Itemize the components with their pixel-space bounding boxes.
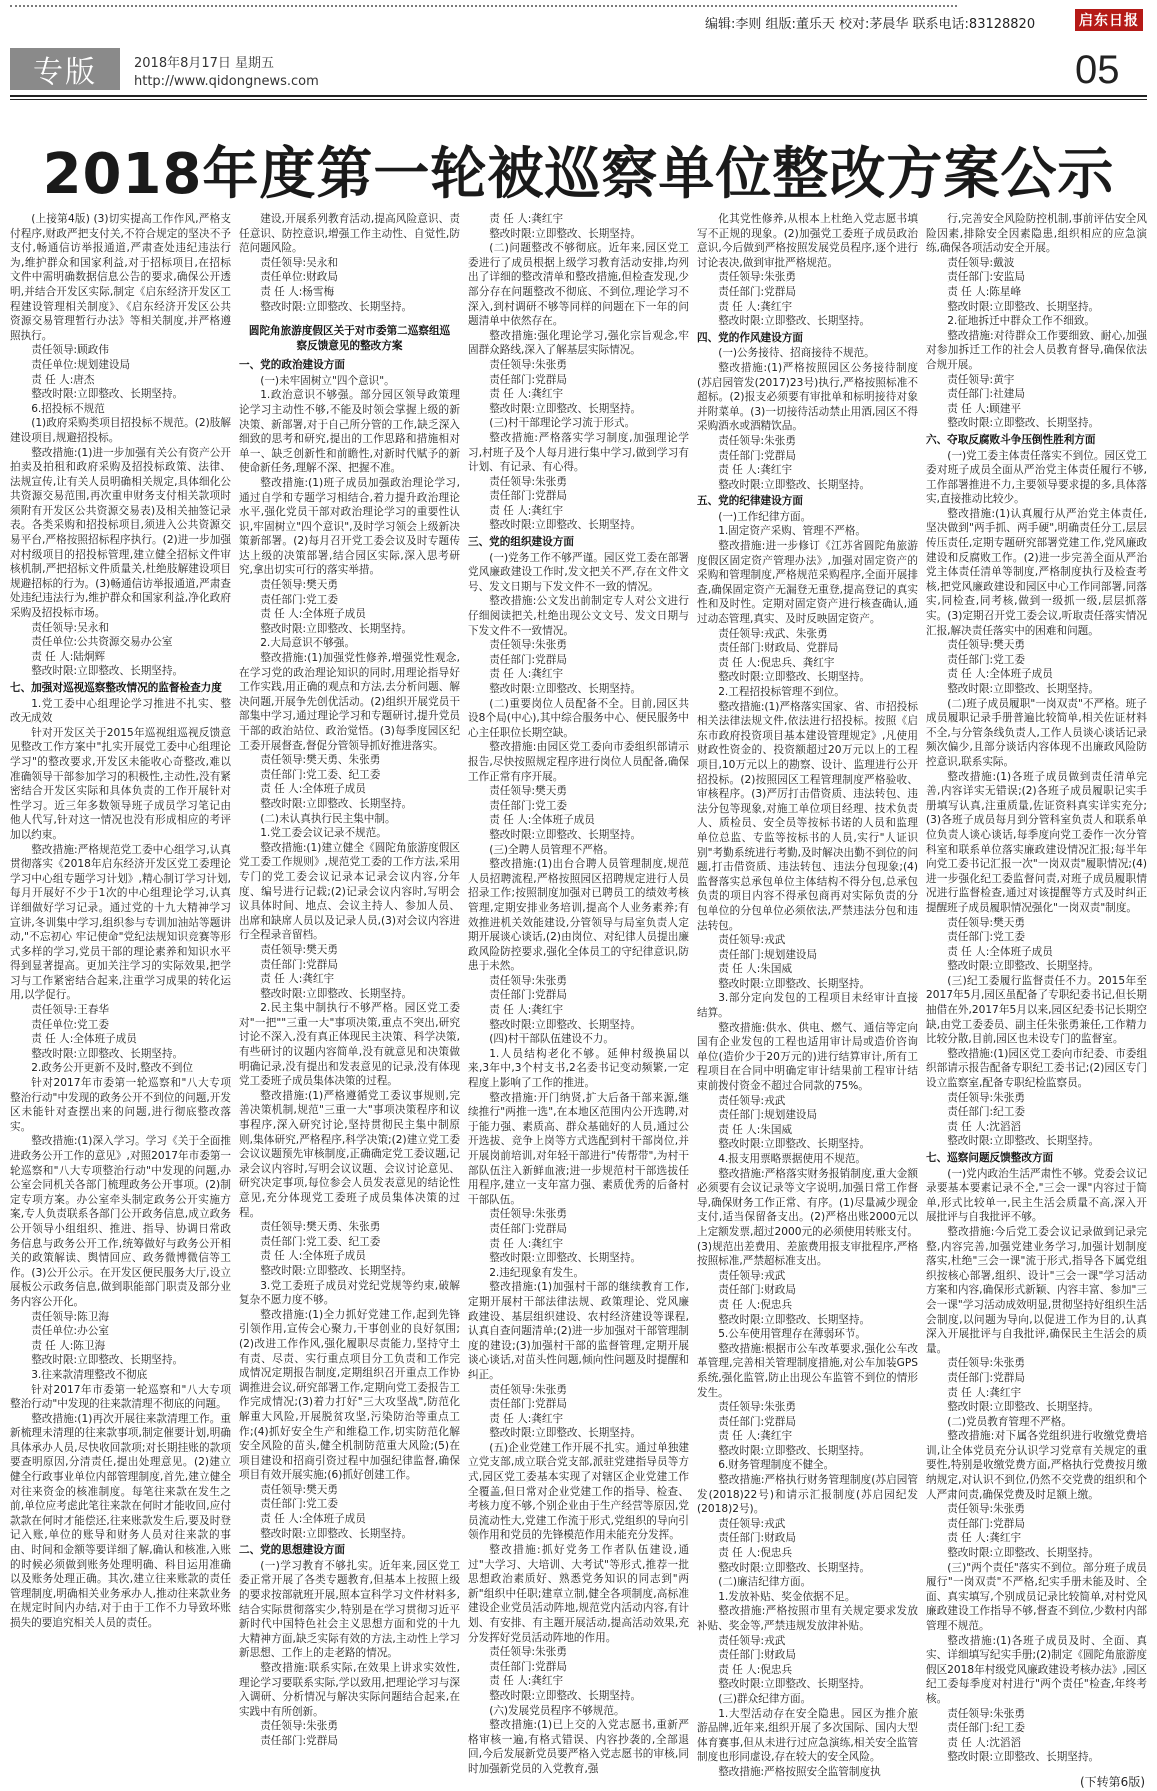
paragraph: 责任领导:顾政伟 bbox=[31, 344, 109, 357]
paragraph: 整改时限:立即整改、长期坚持。 bbox=[489, 1252, 642, 1265]
paragraph: 责任领导:朱张勇 bbox=[718, 1401, 796, 1414]
paragraph: 责任领导:朱张勇 bbox=[718, 271, 796, 284]
paragraph: 整改措施:(1)园区党工委向市纪委、市委组织部请示报告配备专职纪工委书记;(2)园区专门设立监察室,配备专职纪检监察员。 bbox=[926, 1047, 1147, 1090]
paragraph: 责 任 人:陈卫海 bbox=[31, 1339, 106, 1352]
paragraph: 责任单位:党工委 bbox=[31, 1018, 109, 1031]
paragraph: 建设,开展系列教育活动,提高风险意识、责任意识、防控意识,增强工作主动性、自觉性,防范问题风险。 bbox=[239, 213, 460, 255]
paragraph: (二)班子成员履职"一岗双责"不严格。班子成员履职记录手册普遍比较简单,相关佐证材料不全,与分管条线负责人,工作人员谈心谈话记录频次偏少,且部分谈话内容体现不出廉政风险防控意识,联系实际。 bbox=[926, 697, 1147, 768]
paragraph: 责任部门:党群局 bbox=[718, 1415, 796, 1428]
paragraph: 整改措施:严格按照安全监管制度执 bbox=[718, 1765, 881, 1778]
paragraph: 责任部门:安监局 bbox=[947, 271, 1025, 284]
paragraph: 6.招投标不规范 bbox=[31, 402, 105, 415]
paragraph: 责任领导:戴波 bbox=[947, 256, 1015, 269]
paragraph: 整改措施:(1)深入学习。学习《关于全面推进政务公开工作的意见》,对照2017年市委第一轮巡察和"八大专项整治行动"中发现的问题,办公室会同机关各部门梳理政务公开事项。(2)制定专项方案。办公室牵头制定政务公开实施方案,专人负责联系各部门公开政务信息,成立政务公开领导小组组织、推进、指导、协调日常政务信息与政务公开工作,统筹做好与政务公开相关的政策解读、舆情回应、政务微博微信等工作。(3)公开公示。在开发区便民服务大厅,设立展板公示政务信息,做到职能部门职责及部分业务内容公开化。 bbox=[10, 1135, 232, 1308]
paragraph: 责任领导:朱张勇 bbox=[718, 434, 796, 447]
paragraph: 整改时限:立即整改、长期坚持。 bbox=[31, 388, 184, 401]
paragraph: 整改时限:立即整改、长期坚持。 bbox=[947, 300, 1100, 313]
paragraph: (一)学习教育不够扎实。近年来,园区党工委正常开展了各类专题教育,但基本上按照上级的要求按部就班开展,照本宣科学习文件材料多,结合实际贯彻落实少,特别是在学习贯彻习近平新时代中国特色社会主义思想方面和党的十九大精神方面,缺乏实际有效的方法,主动性上学习新思想、工作上的走老路的情况。 bbox=[239, 1559, 460, 1660]
paragraph: 整改措施:(1)进一步加强有关公有资产公开拍卖及拍租和政府采购及招投标政策、法律、法规宣传,让有关人员明确相关规定,具体细化公共资源交易范围,再次重申财务支付相关款项时须附有开发区公共资源交易表)及相关抽签记录表。各类采购和招投标项目,须进入公共资源交易平台,严格按照招标程序执行。(2)进一步加强对村级项目的招投标管理,建立健全招标文件审核机制,严把招标文件质量关,杜绝肢解建设项目规避招标的行为。(3)畅通信访举报通道,严肃查处违纪违法行为,维护群众和国家利益,净化政府采购及招投标市场。 bbox=[10, 446, 231, 620]
paragraph: 6.财务管理制度不健全。 bbox=[718, 1459, 835, 1472]
paragraph: 责任部门:社建局 bbox=[947, 388, 1025, 401]
paragraph: (二)廉洁纪律方面。 bbox=[718, 1576, 812, 1589]
paragraph: 责任领导:陈卫海 bbox=[31, 1310, 109, 1323]
paragraph: 整改措施:严格落实财务报销制度,重大金额必须要有会议记录等文字说明,加强日常工作督导,确保财务工作正常、有序。(1)尽量减少现金支付,适当保留备支出。(2)严格出账2000元以上定额发票,超过2000元的必须使用转账支付。(3)规范出差费用、差旅费用报支审批程序,严格按照标准,严禁超标准支出。 bbox=[697, 1167, 919, 1268]
paragraph: 整改时限:立即整改、长期坚持。 bbox=[489, 519, 642, 532]
paragraph: 责 任 人:倪忠兵、龚红宇 bbox=[718, 656, 835, 669]
paragraph: (五)企业党建工作开展不扎实。通过单独建立党支部,成立联合党支部,派驻党建指导员等方式,园区党工委基本实现了对辖区企业党建工作全覆盖,但日常对企业党建工作的指导、检查、考核力度不够,个别企业由于生产经营等原因,党员流动性大,党建工作流于形式,党组织的导向引领作用和党员的先锋模范作用未能充分发挥。 bbox=[468, 1441, 689, 1542]
paragraph: 责任部门:党群局 bbox=[718, 285, 796, 298]
paragraph: 责任领导:樊天勇、朱张勇 bbox=[260, 1221, 381, 1234]
paragraph: 责任部门:党群局 bbox=[489, 1660, 567, 1673]
paragraph: 责任领导:戎武 bbox=[718, 1517, 786, 1530]
paragraph: 整改措施:(1)严格落实国家、省、市招投标相关法律法规文件,依法进行招投标。按照《启东市政府投资项目基本建设管理规定》,凡使用财政性资金的、投资额超过20万元以上的工程项目,10万元以上的勘察、设计、监理进行公开招投标。(2)按照园区工程管理制度严格验收、审核程序。(3)严厉打击借资质、违法转包、违法分包等现象,对施工单位项目经理、技术负责人、质检员、安全员等按标书诺的人员和监理单位总监、专监等按标书的人员,实行"人证识别"考勤系统进行考勤,及时解决出勤不到位的问题,打击借资质、违法转包、违法分包现象;(4)监督落实总承包单位主体结构不得分包,总承包负责的项目内容不得承包商再对实际负责的分包单位的分包单位必须依法,严禁违法分包和违法转包。 bbox=[697, 700, 918, 932]
paragraph: 责 任 人:沈滔滔 bbox=[947, 1120, 1022, 1133]
paragraph: 责 任 人:龚红宇 bbox=[489, 668, 564, 681]
paragraph: 整改时限:立即整改、长期坚持。 bbox=[718, 1444, 871, 1457]
paragraph: 整改时限:立即整改、长期坚持。 bbox=[947, 1135, 1100, 1148]
paragraph: 2.违纪现象有发生。 bbox=[489, 1266, 585, 1279]
section-heading: 七、巡察问题反馈整改方面 bbox=[926, 1152, 1054, 1164]
paragraph: 责任领导:王春华 bbox=[31, 1004, 109, 1017]
paragraph: 整改时限:立即整改、长期坚持。 bbox=[947, 683, 1100, 695]
paragraph: 5.公车使用管理存在薄弱环节。 bbox=[718, 1328, 867, 1341]
paragraph: 责任领导:朱张勇 bbox=[489, 974, 567, 987]
paragraph: 责任部门:党群局 bbox=[489, 653, 567, 666]
section-heading: 四、党的作风建设方面 bbox=[697, 331, 803, 344]
paragraph: 整改时限:立即整改、长期坚持。 bbox=[947, 1751, 1100, 1764]
paragraph: 责 任 人:沈滔滔 bbox=[947, 1736, 1022, 1749]
paragraph: 整改措施:(1)出台合聘人员管理制度,规范人员招聘流程,严格按照园区招聘规定进行人员招录工作;按照制度加强对已聘员工的绩效考核管理,定期安排业务培训,提高个人业务素养;有效推进机关效能建设,分管领导与局室负责人定期开展谈心谈话,(2)由岗位、对纪律人员提出廉政风险防控要求,强化全体员工的守纪律意识,防患于未然。 bbox=[468, 858, 689, 973]
paragraph: 整改措施:(1)再次开展往来款清理工作。重新梳理未清理的往来款事项,制定催要计划,明确具体承办人员,尽快收回款项;对长期挂账的款项要查明原因,分清责任,提出处理意见。(2)建立健全行政事业单位内部管理制度,首先,建立健全对往来资金的核准制度。每笔往来款在发生之前,单位应考虑此笔往来款在何时才能收回,应付款款在何时才能偿还,往来账款发生后,要及时登记入账,单位的账导和财务人员对往来款的事由、时间和金额等要详细了解,确认和核准,入账的时候必须做到账务处理明确、科目运用准确以及账务处理正确。其次,建立往来账款的责任管理制度,明确相关业务承办人,推动往来款业务在规定时间内办结,对于由于工作不力导致坏账损失的要追究相关人员的责任。 bbox=[10, 1412, 231, 1629]
paragraph: 责任部门:财政局 bbox=[718, 1284, 796, 1297]
paragraph: 责任部门:党工委 bbox=[260, 593, 338, 606]
paragraph: 责 任 人:龚红宇 bbox=[489, 1237, 564, 1250]
paragraph: (三)群众纪律方面。 bbox=[718, 1692, 812, 1705]
page-number: 05 bbox=[1075, 48, 1120, 92]
paragraph: 3.党工委班子成员对党纪党规等约束,破解复杂不愿力度不够。 bbox=[239, 1279, 460, 1307]
paragraph: 2.工程招投标管理不到位。 bbox=[718, 686, 845, 698]
paragraph: 责任部门:党群局 bbox=[489, 1398, 567, 1411]
paragraph: 2.政务公开更新不及时,整改不到位 bbox=[31, 1062, 193, 1075]
paragraph: 整改时限:立即整改、长期坚持。 bbox=[489, 227, 642, 240]
paragraph: 责 任 人:倪忠兵 bbox=[718, 1547, 793, 1560]
paragraph: 责任领导:吴永和 bbox=[31, 621, 109, 634]
paragraph: 责任领导:戎武 bbox=[718, 934, 786, 947]
paragraph: 整改措施:(1)各班子成员做到责任清单完善,内容详实无错误;(2)各班子成员履职记实手册填写认真,注重质量,佐证资料真实详实充分;(3)各班子成员每月到分管科室负责人和联系单位负责人谈心谈话,每季度向党工委作一次分管科室和联系单位落实廉政建设情况汇报;每半年向党工委书记汇报一次"一岗双责"履职情况;(4)进一步强化纪工委监督问责,对班子成员履职情况进行监督检查,通过对该提醒等方式及时纠正提醒班子成员履职情况强化"一岗双责"制度。 bbox=[926, 770, 1147, 914]
paragraph: (二)问题整改不够彻底。近年来,园区党工委进行了成员根据上级学习教育活动安排,均列出了详细的整改清单和整改措施,但检查发现,少部分存在问题整改不彻底、不到位,理论学习不深入,到村调研不够等同样的问题在下一年的问题清单中依然存在。 bbox=[468, 242, 689, 328]
paragraph: 责 任 人:龚红宇 bbox=[489, 213, 564, 225]
paragraph: 整改时限:立即整改、长期坚持。 bbox=[489, 402, 642, 415]
paragraph: 责 任 人:龚红宇 bbox=[489, 1412, 564, 1425]
paragraph: 责任领导:朱张勇 bbox=[489, 1646, 567, 1659]
paragraph: 责 任 人:龚红宇 bbox=[947, 1386, 1022, 1399]
paragraph: 责 任 人:朱国威 bbox=[718, 963, 793, 976]
paragraph: 整改措施:抓好党务工作者队伍建设,通过"大学习、大培训、大考试"等形式,推荐一批思想政治素质好、熟悉党务知识的同志到"两新"组织中任职;建章立制,健全各项制度,高标准建设企业党员活动阵地,规范党内活动内容,有计划、有安排、有主题开展活动,提高活动效果,充分发挥好党员活动阵地的作用。 bbox=[468, 1544, 689, 1644]
paragraph: 4.报支用票略票据使用不规范。 bbox=[718, 1153, 867, 1165]
paragraph: 整改措施:对下属各党组织进行收缴党费培训,让全体党员充分认识学习党章有关规定的重要性,特别是收缴党费方面,严格执行党费按月缴纳规定,对认识不到位,仍然不交党费的组织和个人严肃问责,确保党费及时足额上缴。 bbox=[926, 1430, 1147, 1501]
paragraph: 整改时限:立即整改、长期坚持。 bbox=[947, 1547, 1100, 1560]
paragraph: 责 任 人:倪忠兵 bbox=[718, 1663, 793, 1676]
continued-note: (下转第6版) bbox=[1080, 1775, 1145, 1789]
paragraph: 责任领导:朱张勇 bbox=[260, 1720, 338, 1733]
paragraph: 整改时限:立即整改、长期坚持。 bbox=[947, 417, 1100, 430]
paragraph: 责任单位:办公室 bbox=[31, 1325, 109, 1338]
top-dotted-rule bbox=[0, 0, 1157, 12]
paragraph: 责任部门:财政局、党群局 bbox=[718, 642, 839, 655]
paragraph: 责任领导:朱张勇 bbox=[489, 358, 567, 371]
text-column-3 bbox=[468, 212, 689, 1775]
paragraph: 1.党工委会议记录不规范。 bbox=[260, 827, 387, 840]
paragraph: (三)纪工委履行监督责任不力。2015年至2017年5月,园区虽配备了专职纪委书记,但长期抽借在外,2017年5月以来,园区纪委书记长期空缺,由党工委委员、副主任朱张勇兼任,工作精力比较分散,目前,园区也未设专门的监督室。 bbox=[926, 974, 1147, 1046]
paragraph: (六)发展党员程序不够规范。 bbox=[489, 1704, 625, 1717]
paragraph: 责 任 人:龚红宇 bbox=[260, 973, 335, 986]
paragraph: 责 任 人:龚红宇 bbox=[489, 388, 564, 401]
text-column-1 bbox=[10, 212, 231, 1769]
paragraph: 整改时限:立即整改、长期坚持。 bbox=[260, 797, 413, 810]
paragraph: 2.民主集中制执行不够严格。园区党工委对"一把""三重一大"事项决策,重点不突出,研究讨论不深入,没有真正体现民主决策、科学决策,有些研讨的议题内容简单,没有就意见和决策做明确记录,没有提出和发表意见的记录,没有体现党工委班子成员集体决策的过程。 bbox=[239, 1002, 460, 1088]
paragraph: 整改措施:根据市公车改革要求,强化公车改革管理,完善相关管理制度措施,对公车加装GPS系统,强化监管,防止出现公车监管不到位的情形发生。 bbox=[697, 1342, 918, 1399]
section-heading: 七、加强对巡视巡察整改情况的监督检查力度 bbox=[10, 682, 222, 694]
paragraph: 责 任 人:陈星峰 bbox=[947, 285, 1022, 298]
paragraph: 责任领导:樊天勇 bbox=[947, 916, 1025, 929]
paragraph: 整改时限:立即整改、长期坚持。 bbox=[489, 1018, 642, 1031]
paragraph: 责任领导:吴永和 bbox=[260, 256, 338, 269]
paragraph: 责任部门:党工委 bbox=[260, 1498, 338, 1511]
paragraph: 责任领导:樊天勇 bbox=[260, 1483, 338, 1496]
paragraph: 责任领导:樊天勇 bbox=[260, 943, 338, 956]
paragraph: 3.部分定向发包的工程项目未经审计直接结算。 bbox=[697, 992, 918, 1020]
paragraph: 责 任 人:龚红宇 bbox=[718, 1430, 793, 1443]
paragraph: 整改时限:立即整改、长期坚持。 bbox=[489, 683, 642, 695]
paragraph: 责任领导:朱张勇 bbox=[489, 639, 567, 652]
paragraph: 责任部门:纪工委 bbox=[947, 1722, 1025, 1735]
paragraph: 责任部门:规划建设局 bbox=[718, 948, 818, 961]
paragraph: 3.往来款清理整改不彻底 bbox=[31, 1368, 148, 1381]
paragraph: 整改时限:立即整改、长期坚持。 bbox=[260, 987, 413, 1000]
paragraph: 整改措施:强化理论学习,强化宗旨观念,牢固群众路线,深入了解基层实际情况。 bbox=[468, 329, 689, 357]
paragraph: 整改时限:立即整改、长期坚持。 bbox=[260, 1264, 413, 1277]
paragraph: 责任部门:党群局 bbox=[489, 373, 567, 386]
paragraph: 责任领导:朱张勇 bbox=[947, 1707, 1025, 1720]
section-heading: 一、党的政治建设方面 bbox=[239, 359, 345, 372]
paragraph: 责 任 人:朱国威 bbox=[718, 1123, 793, 1136]
paragraph: (三)"两个责任"落实不到位。部分班子成员履行"一岗双责"不严格,纪实手册未能及时、全面、真实填写,个别成员记录比较简单,对村党风廉政建设工作指导不够,督查不到位,少数村内部管理不规范。 bbox=[926, 1561, 1147, 1632]
paragraph: 责任部门:党群局 bbox=[489, 1222, 567, 1235]
paragraph: 整改措施:严格执行财务管理制度(苏启园管发(2018)22号)和请示汇报制度(苏启园纪发(2018)2号)。 bbox=[697, 1474, 918, 1516]
paragraph: 针对2017年市委第一轮巡察和"八大专项整治行动"中发现的政务公开不到位的问题,开发区未能针对查摆出来的问题,进行彻底整改落实。 bbox=[10, 1077, 231, 1133]
paragraph: 责任部门:财政局 bbox=[718, 1532, 796, 1545]
paragraph: 责任领导:黄宇 bbox=[947, 373, 1015, 386]
paragraph: (二)重要岗位人员配备不全。目前,园区共设8个局(中心),其中综合服务中心、便民服务中心主任职位长期空缺。 bbox=[468, 697, 689, 739]
paragraph: 责 任 人:龚红宇 bbox=[947, 1532, 1022, 1545]
paragraph: 责任部门:党群局 bbox=[260, 1734, 338, 1747]
paragraph: 责 任 人:全体班子成员 bbox=[31, 1033, 137, 1046]
section-heading: 六、夺取反腐败斗争压倒性胜利方面 bbox=[926, 433, 1096, 446]
paragraph: 责任单位:规划建设局 bbox=[31, 358, 131, 371]
paragraph: 责 任 人:顾建平 bbox=[947, 402, 1022, 415]
paragraph: 整改时限:立即整改、长期坚持。 bbox=[31, 665, 184, 678]
paragraph: 整改时限:立即整改、长期坚持。 bbox=[947, 960, 1100, 973]
paragraph: 整改措施:(1)加强村干部的继续教育工作,定期开展村干部法律法规、政策理论、党风廉政建设、基层组织建设、农村经济建设等课程,认真自查问题清单;(2)进一步加强对干部管理制度的建设;(3)加强村干部的监督管理,定期开展谈心谈话,对苗头性问题,倾向性问题及时提醒和纠正。 bbox=[468, 1281, 689, 1381]
paragraph: 1.大型活动存在安全隐患。园区为推介旅游品牌,近年来,组织开展了多次国际、国内大型体育赛事,但从未进行过应急演练,相关安全监管制度也形同虚设,存在较大的安全风险。 bbox=[697, 1707, 918, 1764]
paragraph: 整改措施:进一步修订《江苏省圆陀角旅游度假区固定资产管理办法》,加强对固定资产的采购和管理制度,严格规范采购程序,全面开展排查,确保固定资产无漏登无重登,提高登记的真实性和及时性。定期对固定资产进行核查确认,通过动态管理,真实、及时反映固定资产。 bbox=[697, 540, 918, 626]
text-column-2 bbox=[239, 212, 460, 1769]
section-label: 专版 bbox=[10, 48, 120, 90]
paragraph: 责任领导:朱张勇 bbox=[489, 1383, 567, 1396]
paragraph: 整改时限:立即整改、长期坚持。 bbox=[718, 1561, 871, 1574]
section-heading: 二、党的思想建设方面 bbox=[239, 1544, 345, 1557]
paragraph: (一)工作纪律方面。 bbox=[718, 510, 812, 523]
paragraph: 责任领导:樊天勇 bbox=[260, 579, 338, 592]
paragraph: 责 任 人:全体班子成员 bbox=[260, 1513, 366, 1526]
paragraph: 责 任 人:杨雪梅 bbox=[260, 285, 335, 298]
paragraph: 整改时限:立即整改、长期坚持。 bbox=[489, 828, 642, 841]
paragraph: 2.征地拆迁中群众工作不细致。 bbox=[947, 315, 1096, 328]
header-rule bbox=[10, 95, 1147, 97]
paragraph: 行,完善安全风险防控机制,事前评估安全风险因素,排除安全因素隐患,组织相应的应急演练,确保各项活动安全开展。 bbox=[926, 213, 1147, 255]
paragraph: (一)党务工作不够严谨。园区党工委在部署党风廉政建设工作时,发文把关不严,存在文件文号、发文日期与下发文件不一致的情况。 bbox=[468, 551, 689, 593]
paragraph: (四)村干部队伍建设不力。 bbox=[489, 1033, 614, 1046]
paragraph: 责任部门:党群局 bbox=[260, 958, 338, 971]
editor-credits: 编辑:李则 组版:董乐天 校对:茅晨华 联系电话:83128820 bbox=[705, 17, 1036, 32]
paragraph: 整改时限:立即整改、长期坚持。 bbox=[260, 1527, 413, 1540]
paragraph: 整改措施:严格按照市里有关规定要求发放补贴、奖金等,严禁违规发放津补贴。 bbox=[697, 1605, 918, 1632]
paragraph: 责 任 人:全体班子成员 bbox=[947, 945, 1053, 958]
paragraph: 整改措施:由园区党工委向市委组织部请示报告,尽快按照规定程序进行岗位人员配备,确保工作正常有序开展。 bbox=[468, 741, 689, 783]
paragraph: 整改时限:立即整改、长期坚持。 bbox=[31, 1354, 184, 1367]
paragraph: 整改措施:供水、供电、燃气、通信等定向国有企业发包的工程也适用审计局或造价咨询单位(造价少于20万元的)进行结算审计,所有工程项目在合同中明确定审计结果前工程审计结束前拨付资金不超过合同款的75%。 bbox=[697, 1021, 918, 1093]
paragraph: 责 任 人:龚红宇 bbox=[718, 464, 793, 477]
paragraph: 1.固定资产采购、管理不严格。 bbox=[718, 525, 867, 538]
paragraph: 责 任 人:龚红宇 bbox=[489, 504, 564, 517]
paragraph: (一)公务接待、招商接待不规范。 bbox=[718, 347, 875, 360]
paragraph: (三)村干部理论学习流于形式。 bbox=[489, 417, 636, 430]
paragraph: 整改时限:立即整改、长期坚持。 bbox=[260, 622, 413, 635]
paragraph: 责任领导:朱张勇 bbox=[489, 475, 567, 488]
paragraph: 针对开发区关于2015年巡视组巡视反馈意见整改工作方案中"扎实开展党工委中心组理论学习"的整改要求,开发区未能收心奇整改,难以准确领导干部参加学习的积极性,主动性,没有紧密结合开发区实际和具体负责的工作开展针对性学习。近三年多数领导班子成员学习笔记由他人代写,针对这一情况也没有形成相应的考评加以约束。 bbox=[10, 726, 231, 841]
paragraph: 整改措施:公文发出前制定专人对公文进行仔细阅读把关,杜绝出现公文文号、发文日期与下发文件不一致情况。 bbox=[468, 595, 689, 637]
paragraph: 责 任 人:全体班子成员 bbox=[260, 1250, 366, 1263]
paragraph: 整改措施:今后党工委会议记录做到记录完整,内容完善,加强党建业务学习,加强计划制度落实,杜绝"三会一课"流于形式,指导各下属党组织按核心部署,组织、设计"三会一课"学习活动方案和内容,确保形式新颖、内容丰富、参加"三会一课"学习活动成效明显,贯彻坚持好组织生活会制度,以问题为导向,以促进工作为目的,认真深入开展批评与自我批评,确保民主生活会的质量。 bbox=[926, 1225, 1147, 1355]
paragraph: 责任部门:规划建设局 bbox=[718, 1109, 818, 1122]
paragraph: (二)未认真执行民主集中制。 bbox=[260, 812, 396, 825]
paragraph: 责任部门:党群局 bbox=[718, 449, 796, 462]
paragraph: 1.政治意识不够强。部分园区领导政策理论学习主动性不够,不能及时领会掌握上级的新决策、新部署,对于自己所分管的工作,缺乏深入细致的思考和研究,提出的工作思路和措施相对单一、缺乏创新性和前瞻性,对新时代赋予的新使命新任务,理解不深、把握不准。 bbox=[239, 389, 460, 475]
dotted-line bbox=[10, 5, 957, 7]
paragraph: (一)党内政治生活严肃性不够。党委会议记录要基本要素记录不全,"三会一课"内容过于简单,形式比较单一,民主生活会质量不高,深入开展批评与自我批评不够。 bbox=[926, 1167, 1147, 1224]
text-column-4 bbox=[697, 212, 919, 1778]
paragraph: 整改时限:立即整改、长期坚持。 bbox=[718, 1313, 871, 1326]
paragraph: 整改时限:立即整改、长期坚持。 bbox=[718, 315, 871, 328]
text-column-5 bbox=[926, 212, 1147, 1769]
paragraph: 责任部门:党工委 bbox=[947, 931, 1025, 944]
paragraph: 责任领导:戎武 bbox=[718, 1634, 786, 1647]
paragraph: 针对2017年市委第一轮巡察和"八大专项整治行动"中发现的往来款清理不彻底的问题。 bbox=[10, 1383, 231, 1411]
section-heading: 五、党的纪律建设方面 bbox=[697, 495, 803, 508]
paragraph: 整改措施:开门纳贤,扩大后备干部来源,继续推行"两推一选",在本地区范围内公开选聘,对于能力强、素质高、群众基础好的人员,通过公开选拔、竞争上岗等方式选配到村干部岗位,并开展岗前培训,对年轻干部进行"传帮带",为村干部队伍注入新鲜血液;进一步规范村干部选拔任用程序,建立一支年富力强、素质优秀的后备村干部队伍。 bbox=[468, 1091, 689, 1206]
paragraph: 责任部门:财政局 bbox=[718, 1649, 796, 1662]
paragraph: 整改措施:(1)加强党性修养,增强党性观念,在学习党的政治理论知识的同时,用理论指导好工作实践,用正确的观点和方法,去分析问题、解决问题,开展争先创优活动。(2)组织开展党员干部集中学习,通过理论学习和专题研讨,提升党员干部的政治站位、政治觉悟。(3)每季度园区纪工委开展督查,督促分管领导抓好推进落实。 bbox=[239, 652, 460, 752]
paragraph: 责任部门:党群局 bbox=[947, 1371, 1025, 1384]
paragraph: 责 任 人:陆炯辉 bbox=[31, 650, 106, 663]
paragraph: 2.大局意识不够强。 bbox=[260, 637, 356, 650]
paragraph: 整改时限:立即整改、长期坚持。 bbox=[260, 300, 413, 313]
paragraph: 责任领导:朱张勇 bbox=[489, 1208, 567, 1221]
paragraph: 整改措施:(1)班子成员加强政治理论学习,通过自学和专题学习相结合,着力提升政治理论水平,强化党员干部对政治理论学习的重要性认识,牢固树立"四个意识",及时学习领会上级新决策新部署。(2)每月召开党工委会议及时专题传达上级的决策部署,结合园区实际,深入思考研究,拿出切实可行的落实举措。 bbox=[239, 476, 460, 577]
paragraph: 责 任 人:全体班子成员 bbox=[260, 783, 366, 796]
subarticle-title: 圆陀角旅游度假区关于对市委第二巡察组巡察反馈意见的整改方案 bbox=[248, 325, 451, 353]
paragraph: 整改时限:立即整改、长期坚持。 bbox=[31, 1047, 184, 1060]
paragraph: 责 任 人:龚红宇 bbox=[489, 1004, 564, 1017]
paragraph: 责 任 人:倪忠兵 bbox=[718, 1298, 793, 1311]
paragraph: 整改措施:(1)全力抓好党建工作,起到先锋引领作用,宣传会心聚力,干事创业的良好氛围;(2)改进工作作风,强化履职尽责能力,坚持守土有责、尽责、实行重点项目分工负责和工作完成情况定期报告制度,定期组织召开重点工作协调推进会议,研究部署工作,定期向党工委报告工作完成情况;(3)着力打好"三大攻坚战",防范化解重大风险,开展脱贫攻坚,污染防治等重点工作;(4)抓好安全生产和维稳工作,切实防范化解安全风险的苗头,健全机制防范重大风险;(5)在项目建设和招商引资过程中加强纪律监督,确保项目有效开展实施;(6)抓好创建工作。 bbox=[239, 1308, 460, 1482]
paragraph: 责任部门:党工委、纪工委 bbox=[260, 768, 381, 781]
paragraph: 整改时限:立即整改、长期坚持。 bbox=[718, 671, 871, 684]
paragraph: 整改时限:立即整改、长期坚持。 bbox=[489, 1689, 642, 1702]
paragraph: (1)政府采购类项目招投标不规范。(2)肢解建设项目,规避招投标。 bbox=[10, 417, 231, 444]
paragraph: 整改时限:立即整改、长期坚持。 bbox=[718, 1678, 871, 1691]
paragraph: 整改时限:立即整改、长期坚持。 bbox=[718, 977, 871, 990]
paragraph: 责任部门:党工委 bbox=[947, 653, 1025, 666]
paragraph: 责任领导:朱张勇 bbox=[947, 1503, 1025, 1516]
paragraph: 责 任 人:全体班子成员 bbox=[947, 668, 1053, 681]
paragraph: 1.党工委中心组理论学习推进不扎实、整改无成效 bbox=[10, 697, 231, 725]
paragraph: 责任领导:樊天勇 bbox=[489, 785, 567, 798]
paragraph: 整改措施:(1)严格遵循党工委议事规则,完善决策机制,规范"三重一大"事项决策程序和议事程序,深入研究讨论,坚持贯彻民主集中制原则,集体研究,严格程序,科学决策;(2)建立党工委会议议题预先审核制度,正确确定党工委议题,记录会议内容时,写明会议议题、会议讨论意见、研究决定事项,每位参会人员发表意见的结论性意见,充分体现党工委班子成员集体决策的过程。 bbox=[239, 1089, 460, 1219]
paragraph: 责任领导:戎武 bbox=[718, 1269, 786, 1282]
website-url[interactable]: http://www.qidongnews.com bbox=[134, 74, 319, 89]
paragraph: (一)未牢固树立"四个意识"。 bbox=[260, 374, 395, 387]
paragraph: 1.人员结构老化不够。延伸村级换届以来,3年中,3个村支书,2名委书记变动频繁,一定程度上影响了工作的推进。 bbox=[468, 1047, 689, 1090]
paragraph: 责任领导:朱张勇 bbox=[947, 1091, 1025, 1104]
paragraph: 责任领导:戎武 bbox=[718, 1094, 786, 1107]
paragraph: (上接第4版) (3)切实提高工作作风,严格支付程序,财政严把支付关,不符合规定的坚决不予支付,畅通信访举报通道,严肃查处违纪违法行为,维护群众和国家利益,对于招标项目,在招标文件中需明确数据信息公告的要求,确保公开透明,并结合开发区实际,制定《启东经济开发区工程建设管理相关制度》、《启东经济开发区公共资源交易管理暂行办法》等相关制度,并严格遵照执行。 bbox=[10, 213, 231, 342]
paragraph: 整改措施:严格规范党工委中心组学习,认真贯彻落实《2018年启东经济开发区党工委理论学习中心组专题学习计划》,精心制订学习计划,每月开展好不少于1次的中心组理论学习,认真详细做好学习记录。通过党的十九大精神学习宣讲,冬训集中学习,组织参与专训加油站等题讲动,"不忘初心 牢记使命"党纪法规知识竞赛等形式多样的学习,党员干部的理论素养和知识水平得到显著提高。更加关注学习的实际效果,把学习与工作紧密结合起来,注重学习成果的转化运用,以学促行。 bbox=[10, 843, 231, 1002]
paragraph: 整改措施:(1)建立健全《圆陀角旅游度假区党工委工作规则》,规范党工委的工作方法,采用专门的党工委会议记录本记录会议内容,分年度、编号进行记载;(2)记录会议内容时,写明会议具体时间、地点、会议主持人、参加人员、出席和缺席人员以及记录人员,(3)对会议内容进行全程录音留档。 bbox=[239, 841, 460, 942]
paragraph: (三)全聘人员管理不严格。 bbox=[489, 843, 614, 856]
paragraph: 责任领导:樊天勇 bbox=[947, 639, 1025, 652]
paragraph: 整改措施:(1)已上交的入党志愿书,重新严格审核一遍,有格式错误、内容抄袭的,全部退回,今后发展新党员要严格入党志愿书的审核,同时加强新党员的入党教育,强 bbox=[468, 1719, 689, 1775]
paragraph: 整改时限:立即整改、长期坚持。 bbox=[947, 1401, 1100, 1414]
newspaper-logo: 启东日报 bbox=[1075, 9, 1143, 31]
paragraph: 责任单位:财政局 bbox=[260, 271, 338, 284]
issue-date: 2018年8月17日 星期五 bbox=[134, 56, 275, 71]
paragraph: 整改时限:立即整改、长期坚持。 bbox=[489, 1427, 642, 1440]
paragraph: 整改时限:立即整改、长期坚持。 bbox=[718, 1138, 871, 1151]
paragraph: 整改措施:(1)严格按照园区公务接待制度(苏启园管发(2017)23号)执行,严格按照标准不超标。(2)报支必须要有审批单和标明接待对象并附菜单。(3)一切接待活动禁止用酒,园区不得采购酒水或酒精饮品。 bbox=[697, 361, 918, 433]
header-rule-thin bbox=[10, 99, 1147, 100]
dateline bbox=[134, 55, 319, 91]
paragraph: (二)党员教育管理不严格。 bbox=[947, 1415, 1072, 1428]
paragraph: 责 任 人:龚红宇 bbox=[489, 1675, 564, 1688]
paragraph: 责任部门:党群局 bbox=[489, 989, 567, 1002]
paragraph: 责 任 人:全体班子成员 bbox=[260, 608, 366, 621]
paragraph: 整改时限:立即整改、长期坚持。 bbox=[718, 478, 871, 491]
paragraph: 整改措施:(1)认真履行从严治党主体责任,坚决做到"两手抓、两手硬",明确责任分工,层层传压责任,定期专题研究部署党建工作,党风廉政建设和反腐败工作。(2)进一步完善全面从严治党主体责任清单等制度,严格制度执行及检查考核,把党风廉政建设和园区中心工作同部署,同落实,同检查,同考核,做到一级抓一级,层层抓落实。(3)定期召开党工委会议,听取责任落实情况汇报,解决责任落实中的困难和问题。 bbox=[926, 507, 1147, 637]
paragraph: 责任领导:朱张勇 bbox=[947, 1357, 1025, 1370]
paragraph: 责任领导:樊天勇、朱张勇 bbox=[260, 754, 381, 767]
paragraph: 整改措施:严格落实学习制度,加强理论学习,村班子及个人每月进行集中学习,做到学习有计划、有记录、有心得。 bbox=[468, 431, 689, 474]
paragraph: 责 任 人:龚红宇 bbox=[718, 300, 793, 313]
paragraph: 整改措施:(1)各班子成员及时、全面、真实、详细填写纪实手册;(2)制定《圆陀角旅游度假区2018年村级党风廉政建设考核办法》,园区纪工委每季度对村进行"两个责任"检查,年终考核。 bbox=[926, 1634, 1148, 1705]
paragraph: 化其党性修养,从根本上杜绝入党志愿书填写不正规的现象。(2)加强党工委班子成员政治意识,今后做到严格按照发展党员程序,逐个进行讨论表决,做到审批严格规范。 bbox=[697, 213, 918, 269]
paragraph: 责任部门:党群局 bbox=[947, 1517, 1025, 1530]
article-headline: 2018年度第一轮被巡察单位整改方案公示 bbox=[42, 142, 1115, 207]
paragraph: 整改措施:联系实际,在效果上讲求实效性,理论学习要联系实际,学以致用,把理论学习与深入调研、分析情况与解决实际问题结合起来,在实践中有所创新。 bbox=[239, 1662, 460, 1718]
paragraph: 整改措施:对待群众工作要细致、耐心,加强对参加拆迁工作的社会人员教育督导,确保依法合规开展。 bbox=[926, 329, 1147, 371]
paragraph: 1.发放补贴、奖金依据不足。 bbox=[718, 1590, 856, 1603]
paragraph: 责任部门:党工委 bbox=[489, 799, 567, 812]
paragraph: 责 任 人:唐杰 bbox=[31, 373, 95, 386]
paragraph: (一)党工委主体责任落实不到位。园区党工委对班子成员全面从严治党主体责任履行不够,工作部署推进不力,主要领导要求提的多,具体落实,直接推动比较少。 bbox=[926, 449, 1147, 506]
paragraph: 责任部门:党工委、纪工委 bbox=[260, 1235, 381, 1248]
paragraph: 责 任 人:全体班子成员 bbox=[489, 814, 595, 827]
article-body bbox=[10, 212, 1148, 1778]
paragraph: 责任部门:纪工委 bbox=[947, 1106, 1025, 1119]
section-heading: 三、党的组织建设方面 bbox=[468, 536, 574, 549]
paragraph: 责任领导:戎武、朱张勇 bbox=[718, 627, 828, 640]
paragraph: 责任部门:党群局 bbox=[489, 490, 567, 503]
paragraph: 责任单位:公共资源交易办公室 bbox=[31, 636, 173, 649]
